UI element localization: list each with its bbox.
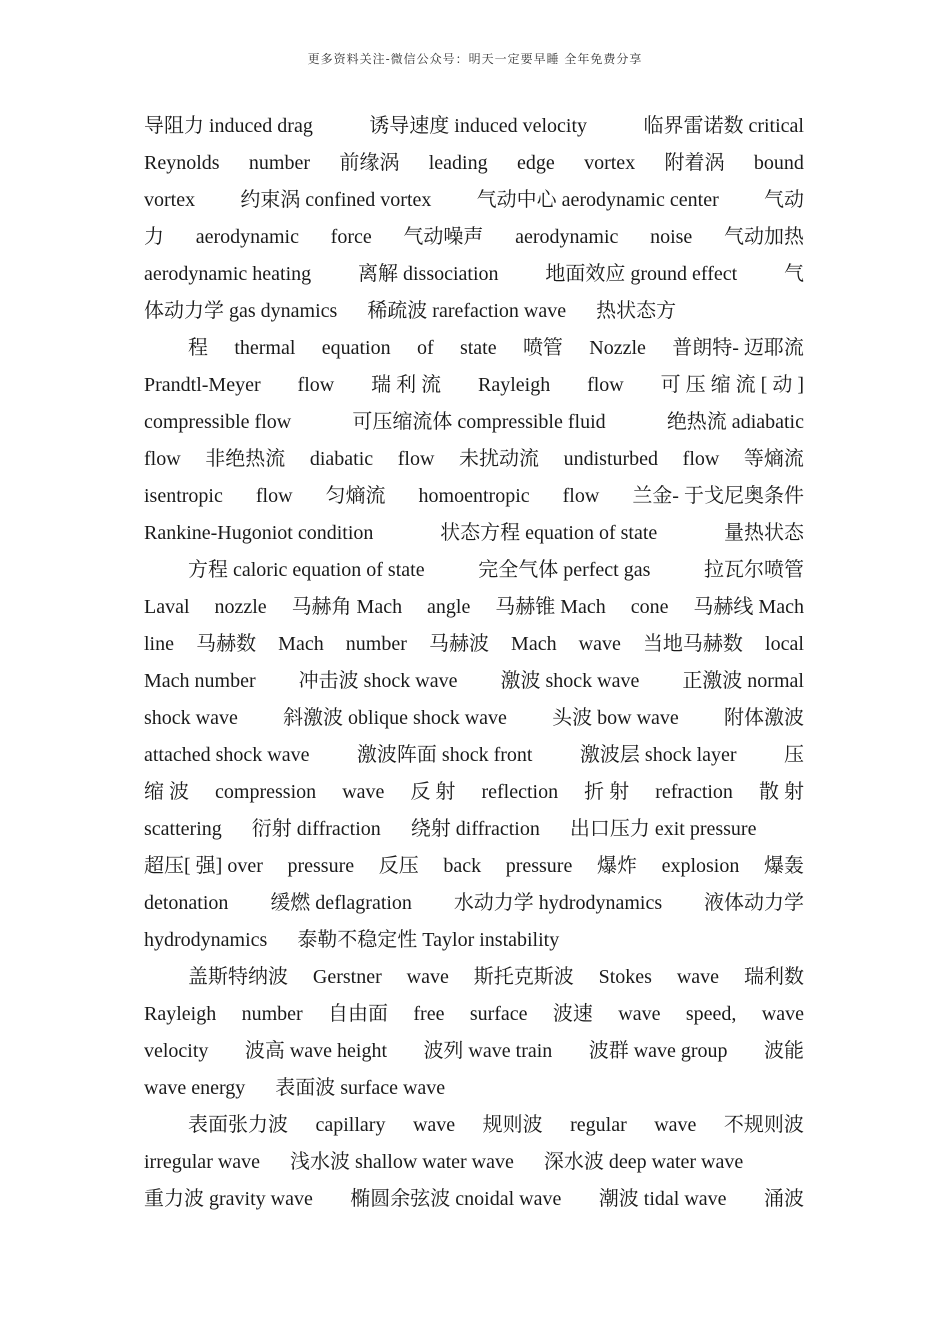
- glossary-line: [144, 293, 804, 330]
- glossary-term-segment: 反 射: [410, 781, 456, 803]
- glossary-line: [144, 552, 804, 589]
- glossary-term-segment: 量热状态: [723, 522, 804, 544]
- glossary-term-segment: 表面波 surface wave: [275, 1077, 446, 1099]
- glossary-term-segment: vortex: [584, 152, 636, 174]
- glossary-line: [144, 922, 804, 959]
- glossary-term-segment: wave: [654, 1114, 697, 1136]
- glossary-term-segment: 激波阵面 shock front: [356, 744, 533, 766]
- glossary-term-segment: 波群 wave group: [588, 1040, 728, 1062]
- glossary-term-segment: homoentropic: [418, 485, 530, 507]
- glossary-term-segment: 超压[ 强] over: [144, 855, 263, 877]
- glossary-term-segment: 反压: [378, 855, 419, 877]
- glossary-term-segment: 重力波 gravity wave: [144, 1188, 313, 1210]
- glossary-term-segment: 爆轰: [763, 855, 804, 877]
- glossary-term-segment: 折 射: [584, 781, 630, 803]
- glossary-term-segment: 离解 dissociation: [357, 263, 499, 285]
- glossary-term-segment: Nozzle: [589, 337, 646, 359]
- glossary-term-segment: flow: [397, 448, 435, 470]
- glossary-term-segment: 马赫锥 Mach: [495, 596, 606, 618]
- glossary-term-segment: 椭圆余弦波 cnoidal wave: [350, 1188, 562, 1210]
- glossary-term-segment: 方程 caloric equation of state: [188, 559, 425, 581]
- glossary-term-segment: 激波 shock wave: [500, 670, 640, 692]
- glossary-term-segment: capillary: [315, 1114, 386, 1136]
- glossary-term-segment: Mach: [511, 633, 557, 655]
- glossary-term-segment: 正激波 normal: [682, 670, 804, 692]
- glossary-term-segment: 衍射 diffraction: [251, 818, 381, 840]
- glossary-term-segment: 波能: [763, 1040, 804, 1062]
- glossary-term-segment: 气动: [763, 189, 804, 211]
- glossary-term-segment: 瑞 利 流: [371, 374, 442, 396]
- glossary-term-segment: free: [413, 1003, 445, 1025]
- glossary-term-segment: Rankine-Hugoniot condition: [144, 522, 374, 544]
- glossary-term-segment: 绕射 diffraction: [410, 818, 540, 840]
- glossary-term-segment: Reynolds: [144, 152, 220, 174]
- glossary-term-segment: 导阻力 induced drag: [144, 115, 313, 137]
- glossary-term-segment: 力: [144, 226, 164, 248]
- glossary-term-segment: equation: [321, 337, 391, 359]
- glossary-term-segment: angle: [427, 596, 471, 618]
- glossary-term-segment: 诱导速度 induced velocity: [369, 115, 588, 137]
- glossary-term-segment: wave: [676, 966, 720, 988]
- glossary-line: [144, 700, 804, 737]
- glossary-term-segment: 兰金- 于戈尼奥条件: [632, 485, 804, 507]
- glossary-term-segment: 非绝热流: [205, 448, 286, 470]
- glossary-term-segment: 泰勒不稳定性 Taylor instability: [297, 929, 560, 951]
- glossary-term-segment: hydrodynamics: [144, 929, 268, 951]
- glossary-term-segment: 波列 wave train: [423, 1040, 553, 1062]
- glossary-term-segment: aerodynamic: [515, 226, 619, 248]
- glossary-line: [144, 219, 804, 256]
- glossary-term-segment: compression: [215, 781, 317, 803]
- glossary-term-segment: 当地马赫数: [642, 633, 743, 655]
- glossary-term-segment: number: [241, 1003, 303, 1025]
- glossary-term-segment: 出口压力 exit pressure: [569, 818, 757, 840]
- glossary-term-segment: wave energy: [144, 1077, 246, 1099]
- glossary-line: [144, 182, 804, 219]
- glossary-term-segment: aerodynamic heating: [144, 263, 312, 285]
- glossary-term-segment: 临界雷诺数 critical: [643, 115, 804, 137]
- glossary-term-segment: 爆炸: [596, 855, 637, 877]
- glossary-term-segment: number: [345, 633, 407, 655]
- glossary-term-segment: of: [416, 337, 434, 359]
- glossary-line: [144, 441, 804, 478]
- glossary-line: [144, 1107, 804, 1144]
- glossary-term-segment: 散 射: [758, 781, 804, 803]
- glossary-term-segment: Mach: [278, 633, 324, 655]
- glossary-term-segment: shock wave: [144, 707, 238, 729]
- glossary-term-segment: force: [330, 226, 372, 248]
- glossary-term-segment: 波速: [552, 1003, 593, 1025]
- glossary-line: [144, 1070, 804, 1107]
- glossary-term-segment: Prandtl-Meyer: [144, 374, 261, 396]
- glossary-line: [144, 330, 804, 367]
- glossary-term-segment: 涌波: [764, 1188, 804, 1210]
- glossary-term-segment: 拉瓦尔喷管: [703, 559, 804, 581]
- glossary-term-segment: 自由面: [328, 1003, 389, 1025]
- glossary-term-segment: reflection: [481, 781, 559, 803]
- glossary-term-segment: bound: [753, 152, 804, 174]
- glossary-term-segment: thermal: [234, 337, 296, 359]
- glossary-line: [144, 996, 804, 1033]
- glossary-term-segment: speed,: [685, 1003, 737, 1025]
- glossary-term-segment: wave: [406, 966, 449, 988]
- glossary-term-segment: nozzle: [214, 596, 267, 618]
- glossary-term-segment: 液体动力学: [704, 892, 804, 914]
- glossary-term-segment: 缩 波: [144, 781, 189, 803]
- glossary-term-segment: Rayleigh: [144, 1003, 217, 1025]
- glossary-term-segment: wave: [618, 1003, 661, 1025]
- glossary-line: [144, 737, 804, 774]
- glossary-term-segment: velocity: [144, 1040, 209, 1062]
- glossary-term-segment: pressure: [287, 855, 355, 877]
- glossary-term-segment: edge: [516, 152, 555, 174]
- glossary-term-segment: 规则波: [482, 1114, 543, 1136]
- glossary-term-segment: flow: [255, 485, 293, 507]
- glossary-line: [144, 848, 804, 885]
- glossary-term-segment: 马赫数: [196, 633, 257, 655]
- glossary-term-segment: Gerstner: [312, 966, 382, 988]
- glossary-term-segment: 瑞利数: [743, 966, 804, 988]
- glossary-term-segment: Stokes: [598, 966, 652, 988]
- glossary-term-segment: leading: [428, 152, 488, 174]
- glossary-term-segment: 普朗特- 迈耶流: [672, 337, 804, 359]
- glossary-term-segment: attached shock wave: [144, 744, 310, 766]
- glossary-term-segment: 水动力学 hydrodynamics: [453, 892, 663, 914]
- glossary-term-segment: 附体激波: [723, 707, 804, 729]
- glossary-term-segment: 压: [783, 744, 804, 766]
- glossary-term-segment: 浅水波 shallow water wave: [290, 1151, 514, 1173]
- glossary-term-segment: detonation: [144, 892, 229, 914]
- glossary-term-segment: 完全气体 perfect gas: [478, 559, 651, 581]
- glossary-line: [144, 663, 804, 700]
- glossary-term-segment: 热状态方: [596, 300, 677, 322]
- glossary-term-segment: 马赫角 Mach: [291, 596, 403, 618]
- glossary-term-segment: 气动中心 aerodynamic center: [476, 189, 719, 211]
- glossary-term-segment: 喷管: [522, 337, 563, 359]
- glossary-term-segment: undisturbed: [563, 448, 659, 470]
- glossary-line: [144, 1033, 804, 1070]
- glossary-term-segment: 体动力学 gas dynamics: [144, 300, 338, 322]
- glossary-term-segment: flow: [562, 485, 600, 507]
- glossary-term-segment: compressible flow: [144, 411, 292, 433]
- glossary-term-segment: 缓燃 deflagration: [270, 892, 412, 914]
- glossary-term-segment: flow: [587, 374, 624, 396]
- glossary-body: [144, 108, 804, 1218]
- glossary-term-segment: 不规则波: [723, 1114, 804, 1136]
- glossary-term-segment: wave: [761, 1003, 804, 1025]
- glossary-line: [144, 367, 804, 404]
- glossary-term-segment: number: [248, 152, 311, 174]
- glossary-term-segment: 冲击波 shock wave: [298, 670, 458, 692]
- glossary-term-segment: 头波 bow wave: [552, 707, 679, 729]
- glossary-term-segment: 可压缩流体 compressible fluid: [352, 411, 606, 433]
- glossary-term-segment: 状态方程 equation of state: [440, 522, 658, 544]
- glossary-term-segment: aerodynamic: [195, 226, 299, 248]
- glossary-line: [144, 885, 804, 922]
- glossary-term-segment: 马赫线 Mach: [693, 596, 804, 618]
- glossary-term-segment: 气: [784, 263, 804, 285]
- glossary-term-segment: diabatic: [309, 448, 374, 470]
- glossary-term-segment: wave: [578, 633, 621, 655]
- glossary-line: [144, 404, 804, 441]
- glossary-line: [144, 959, 804, 996]
- glossary-term-segment: 未扰动流: [459, 448, 540, 470]
- glossary-term-segment: 可 压 缩 流 [ 动 ]: [660, 374, 804, 396]
- glossary-term-segment: 盖斯特纳波: [188, 966, 288, 988]
- glossary-term-segment: 气动噪声: [403, 226, 484, 248]
- glossary-term-segment: explosion: [661, 855, 740, 877]
- glossary-term-segment: local: [765, 633, 804, 655]
- glossary-term-segment: 地面效应 ground effect: [545, 263, 738, 285]
- glossary-term-segment: isentropic: [144, 485, 223, 507]
- glossary-line: [144, 811, 804, 848]
- glossary-term-segment: 激波层 shock layer: [579, 744, 737, 766]
- glossary-term-segment: 等熵流: [743, 448, 804, 470]
- glossary-term-segment: 绝热流 adiabatic: [666, 411, 804, 433]
- glossary-line: [144, 145, 804, 182]
- glossary-term-segment: Mach number: [144, 670, 256, 692]
- glossary-term-segment: scattering: [144, 818, 222, 840]
- glossary-term-segment: vortex: [144, 189, 196, 211]
- glossary-term-segment: 波高 wave height: [244, 1040, 388, 1062]
- glossary-term-segment: back: [443, 855, 482, 877]
- glossary-line: [144, 774, 804, 811]
- glossary-term-segment: 约束涡 confined vortex: [240, 189, 432, 211]
- glossary-term-segment: flow: [682, 448, 720, 470]
- glossary-term-segment: state: [459, 337, 497, 359]
- glossary-term-segment: regular: [570, 1114, 627, 1136]
- glossary-line: [144, 589, 804, 626]
- glossary-line: [144, 515, 804, 552]
- glossary-term-segment: flow: [144, 448, 181, 470]
- glossary-line: [144, 1181, 804, 1218]
- glossary-term-segment: pressure: [505, 855, 573, 877]
- glossary-term-segment: 附着涡: [664, 152, 725, 174]
- glossary-term-segment: 斜激波 oblique shock wave: [283, 707, 507, 729]
- glossary-line: [144, 626, 804, 663]
- glossary-term-segment: 稀疏波 rarefaction wave: [367, 300, 567, 322]
- glossary-term-segment: line: [144, 633, 174, 655]
- glossary-term-segment: 表面张力波: [188, 1114, 288, 1136]
- glossary-term-segment: 斯托克斯波: [473, 966, 574, 988]
- glossary-line: [144, 478, 804, 515]
- glossary-term-segment: irregular wave: [144, 1151, 261, 1173]
- glossary-term-segment: cone: [630, 596, 669, 618]
- glossary-term-segment: 气动加热: [723, 226, 804, 248]
- glossary-term-segment: flow: [297, 374, 335, 396]
- glossary-line: [144, 1144, 804, 1181]
- glossary-line: [144, 108, 804, 145]
- glossary-term-segment: refraction: [655, 781, 733, 803]
- glossary-term-segment: 深水波 deep water wave: [543, 1151, 744, 1173]
- glossary-line: [144, 256, 804, 293]
- glossary-term-segment: 前缘涡: [339, 152, 400, 174]
- glossary-term-segment: noise: [650, 226, 693, 248]
- glossary-term-segment: 程: [188, 337, 208, 359]
- glossary-term-segment: 匀熵流: [325, 485, 386, 507]
- glossary-term-segment: wave: [342, 781, 385, 803]
- glossary-term-segment: Rayleigh: [477, 374, 551, 396]
- page-header-notice: 更多资料关注-微信公众号：明天一定要早睡 全年免费分享: [307, 52, 643, 66]
- glossary-term-segment: surface: [469, 1003, 528, 1025]
- glossary-term-segment: Laval: [144, 596, 190, 618]
- glossary-term-segment: 潮波 tidal wave: [598, 1188, 727, 1210]
- glossary-term-segment: 马赫波: [428, 633, 489, 655]
- glossary-term-segment: wave: [412, 1114, 456, 1136]
